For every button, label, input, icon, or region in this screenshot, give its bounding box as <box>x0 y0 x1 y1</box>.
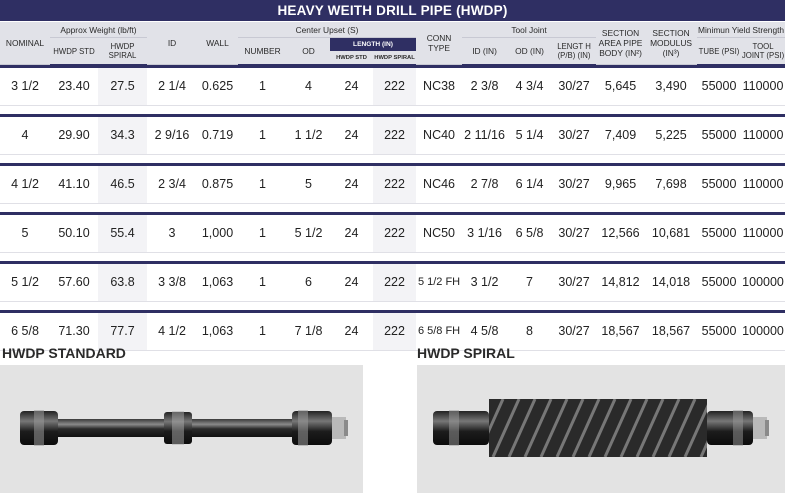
length-spiral-cell: 222 <box>373 166 416 204</box>
id-cell: 2 9/16 <box>147 117 197 155</box>
wall-cell: 0.719 <box>197 117 238 155</box>
header-od: OD <box>287 38 330 65</box>
header-tube-psi: TUBE (PSI) <box>697 38 741 65</box>
tj-id-cell: 2 11/16 <box>462 117 507 155</box>
nominal-cell: 3 1/2 <box>0 68 50 106</box>
tj-length-cell: 30/27 <box>552 117 596 155</box>
conn-type-cell: NC50 <box>416 215 462 253</box>
header-conn-type: CONN TYPE <box>416 22 462 64</box>
nominal-cell: 4 1/2 <box>0 166 50 204</box>
section-area-cell: 12,566 <box>596 215 645 253</box>
upset-od-cell: 1 1/2 <box>287 117 330 155</box>
tj-od-cell: 5 1/4 <box>507 117 552 155</box>
length-spiral-cell: 222 <box>373 117 416 155</box>
conn-type-cell: 5 1/2 FH <box>416 264 462 302</box>
id-cell: 4 1/2 <box>147 313 197 351</box>
upset-number-cell: 1 <box>238 166 287 204</box>
tj-length-cell: 30/27 <box>552 68 596 106</box>
hwdp-spiral-image <box>417 365 785 493</box>
table-row <box>0 68 785 106</box>
weight-std-cell: 41.10 <box>50 166 98 204</box>
weight-std-cell: 50.10 <box>50 215 98 253</box>
header-wall: WALL <box>197 22 238 64</box>
tube-psi-cell: 55000 <box>697 264 741 302</box>
tj-id-cell: 2 7/8 <box>462 166 507 204</box>
header-tool-joint: Tool Joint <box>462 22 596 38</box>
upset-od-cell: 4 <box>287 68 330 106</box>
header-min-yield: Minimun Yield Strength <box>697 22 785 38</box>
header-approx-weight: Approx Weight (lb/ft) <box>50 22 147 38</box>
header-len-hwdp-spiral: HWDP SPIRAL <box>373 51 416 64</box>
header-section-modulus: SECTION MODULUS (IN³) <box>645 22 697 64</box>
tj-id-cell: 3 1/16 <box>462 215 507 253</box>
header-length-in: LENGTH (IN) <box>330 38 416 52</box>
section-area-cell: 14,812 <box>596 264 645 302</box>
nominal-cell: 4 <box>0 117 50 155</box>
id-cell: 3 3/8 <box>147 264 197 302</box>
section-area-cell: 9,965 <box>596 166 645 204</box>
weight-spiral-cell: 63.8 <box>98 264 147 302</box>
upset-number-cell: 1 <box>238 117 287 155</box>
length-spiral-cell: 222 <box>373 313 416 351</box>
length-std-cell: 24 <box>330 166 373 204</box>
weight-std-cell: 71.30 <box>50 313 98 351</box>
tube-psi-cell: 55000 <box>697 215 741 253</box>
upset-number-cell: 1 <box>238 215 287 253</box>
row-gap <box>0 154 785 163</box>
header-tool-joint-psi: TOOL JOINT (PSI) <box>741 38 785 65</box>
nominal-cell: 5 <box>0 215 50 253</box>
header-section-area: SECTION AREA PIPE BODY (IN²) <box>596 22 645 64</box>
tj-length-cell: 30/27 <box>552 313 596 351</box>
weight-spiral-cell: 55.4 <box>98 215 147 253</box>
nominal-cell: 5 1/2 <box>0 264 50 302</box>
section-area-cell: 18,567 <box>596 313 645 351</box>
section-area-cell: 5,645 <box>596 68 645 106</box>
tube-psi-cell: 55000 <box>697 117 741 155</box>
upset-od-cell: 5 1/2 <box>287 215 330 253</box>
weight-std-cell: 23.40 <box>50 68 98 106</box>
weight-std-cell: 29.90 <box>50 117 98 155</box>
section-modulus-cell: 3,490 <box>645 68 697 106</box>
header-tj-od: OD (IN) <box>507 38 552 65</box>
wall-cell: 0.875 <box>197 166 238 204</box>
wall-cell: 1,000 <box>197 215 238 253</box>
tube-psi-cell: 55000 <box>697 68 741 106</box>
tj-od-cell: 7 <box>507 264 552 302</box>
table-row <box>0 215 785 253</box>
header-id: ID <box>147 22 197 64</box>
length-std-cell: 24 <box>330 68 373 106</box>
table-row <box>0 264 785 302</box>
header-len-hwdp-std: HWDP STD <box>330 51 373 64</box>
header-hwdp-spiral: HWDP SPIRAL <box>98 38 147 65</box>
tj-od-cell: 8 <box>507 313 552 351</box>
tool-joint-psi-cell: 110000 <box>741 166 785 204</box>
tj-id-cell: 4 5/8 <box>462 313 507 351</box>
section-modulus-cell: 5,225 <box>645 117 697 155</box>
tool-joint-psi-cell: 110000 <box>741 68 785 106</box>
row-gap <box>0 301 785 310</box>
length-spiral-cell: 222 <box>373 68 416 106</box>
row-gap <box>0 203 785 212</box>
tj-id-cell: 2 3/8 <box>462 68 507 106</box>
length-spiral-cell: 222 <box>373 264 416 302</box>
wall-cell: 0.625 <box>197 68 238 106</box>
length-std-cell: 24 <box>330 313 373 351</box>
weight-spiral-cell: 34.3 <box>98 117 147 155</box>
section-modulus-cell: 18,567 <box>645 313 697 351</box>
tool-joint-psi-cell: 110000 <box>741 117 785 155</box>
upset-od-cell: 6 <box>287 264 330 302</box>
tj-od-cell: 6 1/4 <box>507 166 552 204</box>
header-tj-id: ID (IN) <box>462 38 507 65</box>
nominal-cell: 6 5/8 <box>0 313 50 351</box>
conn-type-cell: NC38 <box>416 68 462 106</box>
upset-od-cell: 5 <box>287 166 330 204</box>
id-cell: 2 3/4 <box>147 166 197 204</box>
weight-std-cell: 57.60 <box>50 264 98 302</box>
header-number: NUMBER <box>238 38 287 65</box>
spiral-section-title: HWDP SPIRAL <box>417 345 515 361</box>
tj-id-cell: 3 1/2 <box>462 264 507 302</box>
length-std-cell: 24 <box>330 117 373 155</box>
tj-od-cell: 4 3/4 <box>507 68 552 106</box>
id-cell: 2 1/4 <box>147 68 197 106</box>
section-modulus-cell: 14,018 <box>645 264 697 302</box>
upset-od-cell: 7 1/8 <box>287 313 330 351</box>
tool-joint-psi-cell: 100000 <box>741 313 785 351</box>
length-std-cell: 24 <box>330 264 373 302</box>
section-area-cell: 7,409 <box>596 117 645 155</box>
tube-psi-cell: 55000 <box>697 313 741 351</box>
tj-od-cell: 6 5/8 <box>507 215 552 253</box>
tool-joint-psi-cell: 110000 <box>741 215 785 253</box>
page-title: HEAVY WEITH DRILL PIPE (HWDP) <box>0 0 785 21</box>
tj-length-cell: 30/27 <box>552 264 596 302</box>
table-row <box>0 166 785 204</box>
length-spiral-cell: 222 <box>373 215 416 253</box>
conn-type-cell: NC46 <box>416 166 462 204</box>
standard-section-title: HWDP STANDARD <box>2 345 126 361</box>
wall-cell: 1,063 <box>197 264 238 302</box>
upset-number-cell: 1 <box>238 264 287 302</box>
weight-spiral-cell: 27.5 <box>98 68 147 106</box>
header-nominal: NOMINAL <box>0 22 50 64</box>
row-gap <box>0 105 785 114</box>
weight-spiral-cell: 46.5 <box>98 166 147 204</box>
upset-number-cell: 1 <box>238 68 287 106</box>
weight-spiral-cell: 77.7 <box>98 313 147 351</box>
tube-psi-cell: 55000 <box>697 166 741 204</box>
section-modulus-cell: 10,681 <box>645 215 697 253</box>
length-std-cell: 24 <box>330 215 373 253</box>
header-tj-length: LENGT H (P/B) (IN) <box>552 38 596 65</box>
conn-type-cell: 6 5/8 FH <box>416 313 462 351</box>
hwdp-standard-image <box>0 365 363 493</box>
tj-length-cell: 30/27 <box>552 215 596 253</box>
header-center-upset: Center Upset (S) <box>238 22 416 38</box>
conn-type-cell: NC40 <box>416 117 462 155</box>
tj-length-cell: 30/27 <box>552 166 596 204</box>
upset-number-cell: 1 <box>238 313 287 351</box>
id-cell: 3 <box>147 215 197 253</box>
hwdp-spec-table <box>0 22 785 351</box>
wall-cell: 1,063 <box>197 313 238 351</box>
section-modulus-cell: 7,698 <box>645 166 697 204</box>
row-gap <box>0 252 785 261</box>
tool-joint-psi-cell: 100000 <box>741 264 785 302</box>
table-row <box>0 117 785 155</box>
header-hwdp-std: HWDP STD <box>50 38 98 65</box>
